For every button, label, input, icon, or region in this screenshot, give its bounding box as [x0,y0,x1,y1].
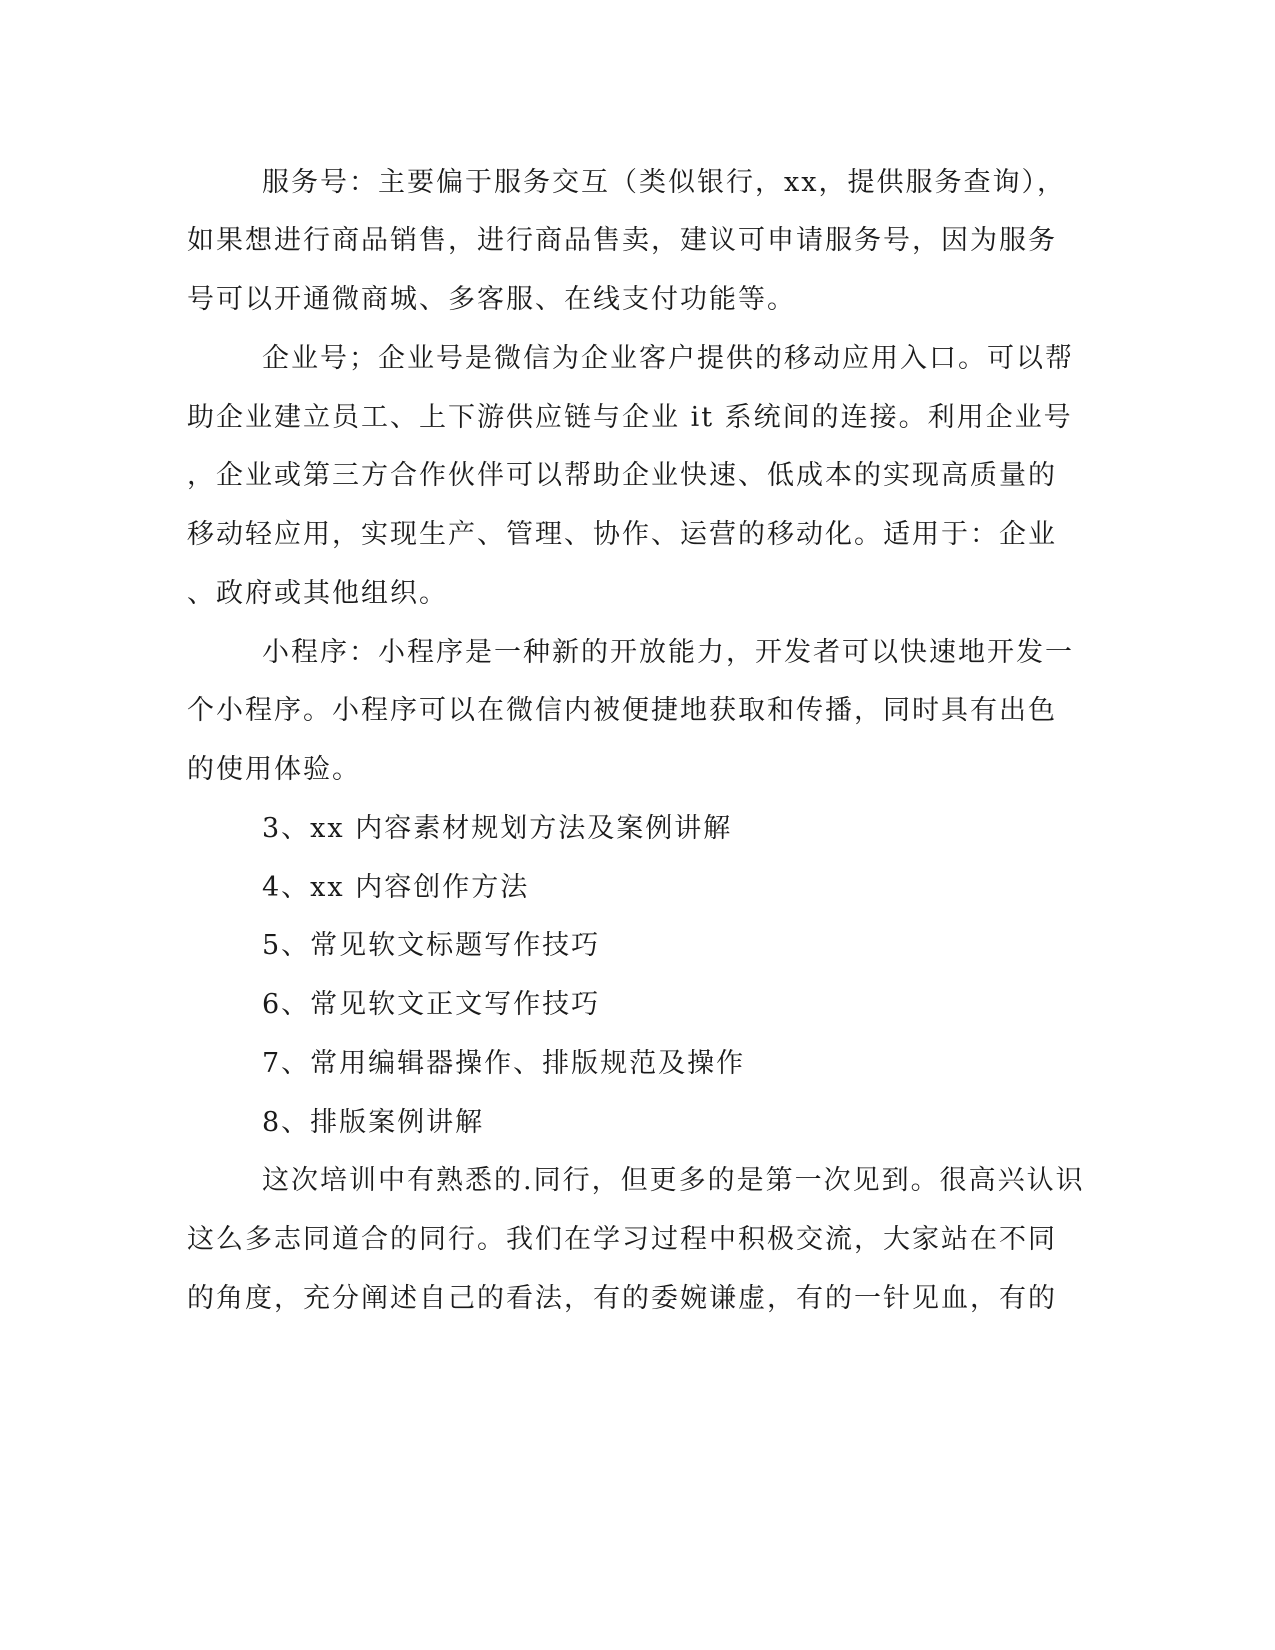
paragraph-training-line-2: 这么多志同道合的同行。我们在学习过程中积极交流，大家站在不同 [187,1224,1057,1255]
list-item-5: 5、常见软文标题写作技巧 [262,930,601,961]
list-item-3: 3、xx 内容素材规划方法及案例讲解 [262,813,733,844]
paragraph-training-line-1: 这次培训中有熟悉的.同行，但更多的是第一次见到。很高兴认识 [262,1165,1085,1196]
paragraph-enterprise-account-line-1: 企业号；企业号是微信为企业客户提供的移动应用入口。可以帮 [262,343,1074,374]
paragraph-service-account-line-2: 如果想进行商品销售，进行商品售卖，建议可申请服务号，因为服务 [187,225,1057,256]
paragraph-enterprise-account-line-3: ，企业或第三方合作伙伴可以帮助企业快速、低成本的实现高质量的 [187,460,1057,491]
paragraph-enterprise-account-line-5: 、政府或其他组织。 [187,578,448,609]
paragraph-enterprise-account-line-2: 助企业建立员工、上下游供应链与企业 it 系统间的连接。利用企业号 [187,402,1073,433]
paragraph-enterprise-account-line-4: 移动轻应用，实现生产、管理、协作、运营的移动化。适用于：企业 [187,519,1057,550]
paragraph-mini-program-line-1: 小程序：小程序是一种新的开放能力，开发者可以快速地开发一 [262,637,1074,668]
list-item-6: 6、常见软文正文写作技巧 [262,989,601,1020]
list-item-8: 8、排版案例讲解 [262,1107,485,1138]
list-item-7: 7、常用编辑器操作、排版规范及操作 [262,1048,746,1079]
list-item-4: 4、xx 内容创作方法 [262,872,530,903]
paragraph-mini-program-line-3: 的使用体验。 [187,754,361,785]
paragraph-mini-program-line-2: 个小程序。小程序可以在微信内被便捷地获取和传播，同时具有出色 [187,695,1057,726]
paragraph-service-account-line-1: 服务号：主要偏于服务交互（类似银行，xx，提供服务查询）， [262,167,1066,198]
paragraph-training-line-3: 的角度，充分阐述自己的看法，有的委婉谦虚，有的一针见血，有的 [187,1283,1057,1314]
paragraph-service-account-line-3: 号可以开通微商城、多客服、在线支付功能等。 [187,284,796,315]
